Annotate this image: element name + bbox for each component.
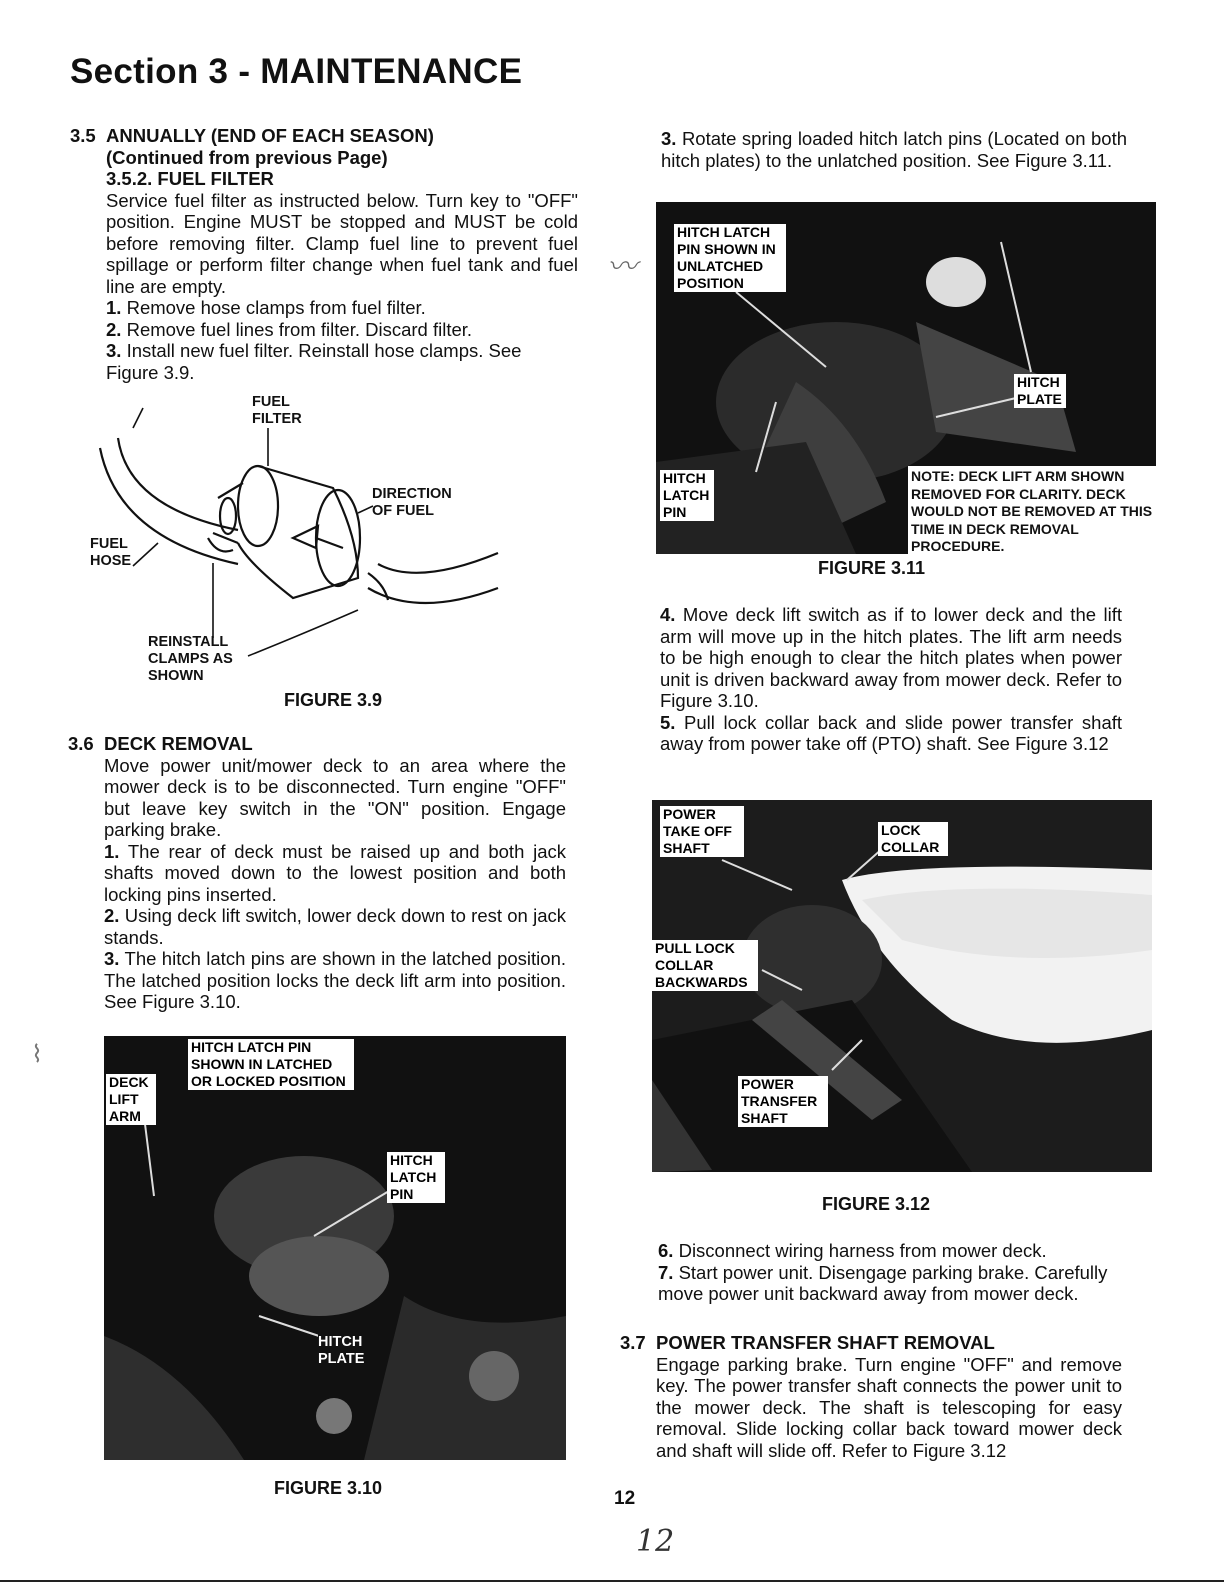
list-item: 3. Install new fuel filter. Reinstall hose clamps. See Figure 3.9. — [106, 340, 522, 383]
list-item: 6. Disconnect wiring harness from mower deck. — [658, 1240, 1047, 1261]
section-heading: DECK REMOVAL — [104, 733, 253, 754]
figure-3-9-caption: FIGURE 3.9 — [284, 690, 383, 710]
subsection-heading: 3.5.2. FUEL FILTER — [106, 168, 274, 189]
section-number: 3.7 — [620, 1332, 646, 1353]
bottom-rule — [0, 1580, 1224, 1582]
label-power-transfer-shaft: POWER TRANSFER SHAFT — [738, 1076, 828, 1127]
steps-6-7 — [658, 1240, 1128, 1305]
page-title: Section 3 - MAINTENANCE — [70, 52, 523, 91]
label-pull-lock-collar: PULL LOCK COLLAR BACKWARDS — [652, 940, 758, 991]
continued-note: (Continued from previous Page) — [106, 146, 388, 168]
figure-3-10-caption: FIGURE 3.10 — [274, 1478, 383, 1498]
figure-3-12-caption: FIGURE 3.12 — [822, 1194, 931, 1214]
handwritten-page-number: 12 — [636, 1524, 675, 1559]
label-direction-of-fuel: DIRECTION OF FUEL — [372, 486, 452, 519]
list-item: 3. Rotate spring loaded hitch latch pins (Located on both hitch plates) to the unlatched position. See Figure 3.11. — [661, 128, 1127, 171]
list-item: 2. Using deck lift switch, lower deck down to rest on jack stands. — [104, 905, 566, 948]
margin-scribble: 〰 — [602, 250, 635, 280]
list-item: 1. Remove hose clamps from fuel filter. — [106, 297, 426, 318]
pts-removal-paragraph: Engage parking brake. Turn engine "OFF" and remove key. The power transfer shaft connects the power unit to the mower deck. The shaft is telescoping for easy removal. Slide locking collar back toward mower deck and shaft will slide off. Refer to Figure 3.12 — [656, 1353, 1122, 1461]
deck-removal-paragraph: Move power unit/mower deck to an area where the mower deck is to be disconnected. Turn engine "OFF" but leave key switch in the "ON" position. Engage parking brake. — [104, 754, 566, 840]
list-item: 4. Move deck lift switch as if to lower deck and the lift arm will move up in the hitch plates. The lift arm needs to be high enough to clear the hitch plates when power unit is driven backward away from mower deck. Refer to Figure 3.10. — [660, 604, 1123, 711]
section-3-6 — [104, 733, 566, 1013]
section-3-5 — [106, 125, 578, 383]
list-item: 2. Remove fuel lines from filter. Discard filter. — [106, 318, 473, 340]
label-hitch-plate: HITCH PLATE — [318, 1334, 378, 1368]
fuel-filter-paragraph: Service fuel filter as instructed below. Turn key to "OFF" position. Engine MUST be stopped and MUST be cold before removing filter. Clamp fuel line to prevent fuel spillage or perform filter change when fuel tank and fuel line are empty. — [106, 189, 578, 297]
section-number: 3.5 — [70, 125, 96, 146]
label-hitch-latch: HITCH LATCH PIN — [660, 470, 714, 521]
label-lock-collar: LOCK COLLAR — [878, 822, 948, 856]
section-heading: POWER TRANSFER SHAFT REMOVAL — [656, 1332, 995, 1353]
section-3-7 — [656, 1332, 1122, 1461]
margin-scribble: ⌇ — [23, 1040, 50, 1068]
section-heading: ANNUALLY (END OF EACH SEASON) — [106, 125, 434, 146]
steps-4-5 — [660, 604, 1122, 755]
label-hitch-latch-pin: HITCH LATCH PIN SHOWN IN UNLATCHED POSITION — [674, 224, 786, 292]
figure-3-10-photo — [104, 1036, 566, 1460]
label-hitch-latch-pin: HITCH LATCH PIN SHOWN IN LATCHED OR LOCKED POSITION — [188, 1039, 354, 1090]
photo-shapes — [104, 1036, 566, 1460]
label-fuel-filter: FUEL FILTER — [252, 394, 302, 427]
list-item: 5. Pull lock collar back and slide power transfer shaft away from power take off (PTO) shaft. See Figure 3.12 — [660, 711, 1123, 754]
page-number: 12 — [614, 1488, 636, 1509]
section-number: 3.6 — [68, 733, 94, 754]
label-deck-lift-arm: DECK LIFT ARM — [106, 1074, 156, 1125]
figure-3-11-caption: FIGURE 3.11 — [818, 558, 926, 578]
label-hitch-latch: HITCH LATCH PIN — [387, 1152, 445, 1203]
label-reinstall-clamps: REINSTALL CLAMPS AS SHOWN — [148, 634, 233, 684]
list-item: 3. The hitch latch pins are shown in the latched position. The latched position locks the deck lift arm into position. See Figure 3.10. — [104, 948, 567, 1012]
list-item: 1. The rear of deck must be raised up and both jack shafts moved down to the lowest position and both locking pins inserted. — [104, 840, 566, 905]
label-fuel-hose: FUEL HOSE — [90, 536, 132, 569]
label-pto-shaft: POWER TAKE OFF SHAFT — [660, 806, 744, 857]
label-hitch-plate: HITCH PLATE — [1014, 374, 1066, 408]
figure-3-11-note: NOTE: DECK LIFT ARM SHOWN REMOVED FOR CLARITY. DECK WOULD NOT BE REMOVED AT THIS TIME IN DECK REMOVAL PROCEDURE. — [908, 466, 1166, 558]
step-3-block — [661, 128, 1127, 171]
list-item: 7. Start power unit. Disengage parking brake. Carefully move power unit backward away from mower deck. — [658, 1261, 1108, 1304]
